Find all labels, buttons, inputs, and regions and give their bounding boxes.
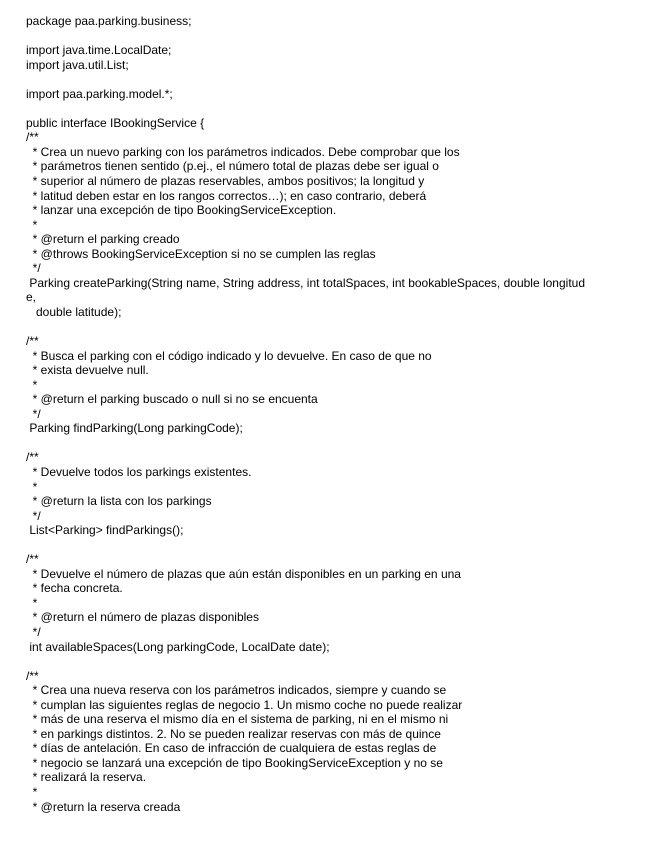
code-line: */ bbox=[26, 624, 41, 639]
code-line: * cumplan las siguientes reglas de negocio 1. Un mismo coche no puede realizar bbox=[26, 697, 463, 712]
code-line: * días de antelación. En caso de infracción de cualquiera de estas reglas de bbox=[26, 741, 437, 756]
code-line: * realizará la reserva. bbox=[26, 770, 147, 785]
code-line: * exista devuelve null. bbox=[26, 363, 149, 378]
code-line: double latitude); bbox=[26, 304, 122, 319]
code-line: * bbox=[26, 595, 38, 610]
code-line: * Crea un nuevo parking con los parámetros indicados. Debe comprobar que los bbox=[26, 144, 460, 159]
code-line: * negocio se lanzará una excepción de tipo BookingServiceException y no se bbox=[26, 755, 443, 770]
blank-line bbox=[26, 538, 646, 553]
blank-line bbox=[26, 654, 646, 669]
code-line: * @return la lista con los parkings bbox=[26, 494, 212, 509]
code-line: /** bbox=[26, 668, 39, 683]
code-line: int availableSpaces(Long parkingCode, LocalDate date); bbox=[26, 639, 330, 654]
code-line: * superior al número de plazas reservables, ambos positivos; la longitud y bbox=[26, 174, 425, 189]
code-line: * Devuelve el número de plazas que aún están disponibles en un parking en una bbox=[26, 566, 461, 581]
code-line: * bbox=[26, 784, 38, 799]
blank-line bbox=[26, 319, 646, 334]
code-line: * Devuelve todos los parkings existentes. bbox=[26, 464, 252, 479]
blank-line bbox=[26, 72, 646, 87]
code-line: */ bbox=[26, 406, 41, 421]
code-line: * más de una reserva el mismo día en el sistema de parking, ni en el mismo ni bbox=[26, 712, 449, 727]
code-line: /** bbox=[26, 450, 39, 465]
code-line: * Crea una nueva reserva con los parámetros indicados, siempre y cuando se bbox=[26, 683, 447, 698]
code-line: * lanzar una excepción de tipo BookingServiceException. bbox=[26, 203, 337, 218]
blank-line bbox=[26, 436, 646, 451]
code-line: * bbox=[26, 479, 38, 494]
code-line: * @return el parking creado bbox=[26, 232, 180, 247]
code-line: * @return el número de plazas disponibles bbox=[26, 610, 259, 625]
code-line: * bbox=[26, 217, 38, 232]
code-line: import java.time.LocalDate; bbox=[26, 43, 172, 58]
code-line: * parámetros tienen sentido (p.ej., el número total de plazas debe ser igual o bbox=[26, 159, 439, 174]
code-line: import java.util.List; bbox=[26, 57, 129, 72]
code-line: /** bbox=[26, 130, 39, 145]
code-line: * @return la reserva creada bbox=[26, 799, 181, 814]
code-line: * @throws BookingServiceException si no se cumplen las reglas bbox=[26, 246, 376, 261]
code-line: Parking createParking(String name, String address, int totalSpaces, int bookableSpaces, double longitud bbox=[26, 275, 585, 290]
code-line: * @return el parking buscado o null si no se encuenta bbox=[26, 392, 318, 407]
code-line: public interface IBookingService { bbox=[26, 115, 205, 130]
code-line: Parking findParking(Long parkingCode); bbox=[26, 421, 243, 436]
blank-line bbox=[26, 29, 646, 44]
code-line: * en parkings distintos. 2. No se pueden realizar reservas con más de quince bbox=[26, 726, 441, 741]
blank-line bbox=[26, 101, 646, 116]
code-line: * fecha concreta. bbox=[26, 581, 123, 596]
code-line: import paa.parking.model.*; bbox=[26, 86, 173, 101]
code-line: */ bbox=[26, 508, 41, 523]
code-line: package paa.parking.business; bbox=[26, 14, 192, 28]
code-line: * latitud deben estar en los rangos correctos…); en caso contrario, deberá bbox=[26, 188, 427, 203]
code-line: e, bbox=[26, 290, 37, 305]
code-line: * bbox=[26, 377, 38, 392]
code-line: /** bbox=[26, 552, 39, 567]
code-line: /** bbox=[26, 334, 39, 349]
code-line: */ bbox=[26, 261, 41, 276]
source-code-document bbox=[26, 14, 646, 814]
code-line: List<Parking> findParkings(); bbox=[26, 523, 184, 538]
code-line: * Busca el parking con el código indicado y lo devuelve. En caso de que no bbox=[26, 348, 432, 363]
